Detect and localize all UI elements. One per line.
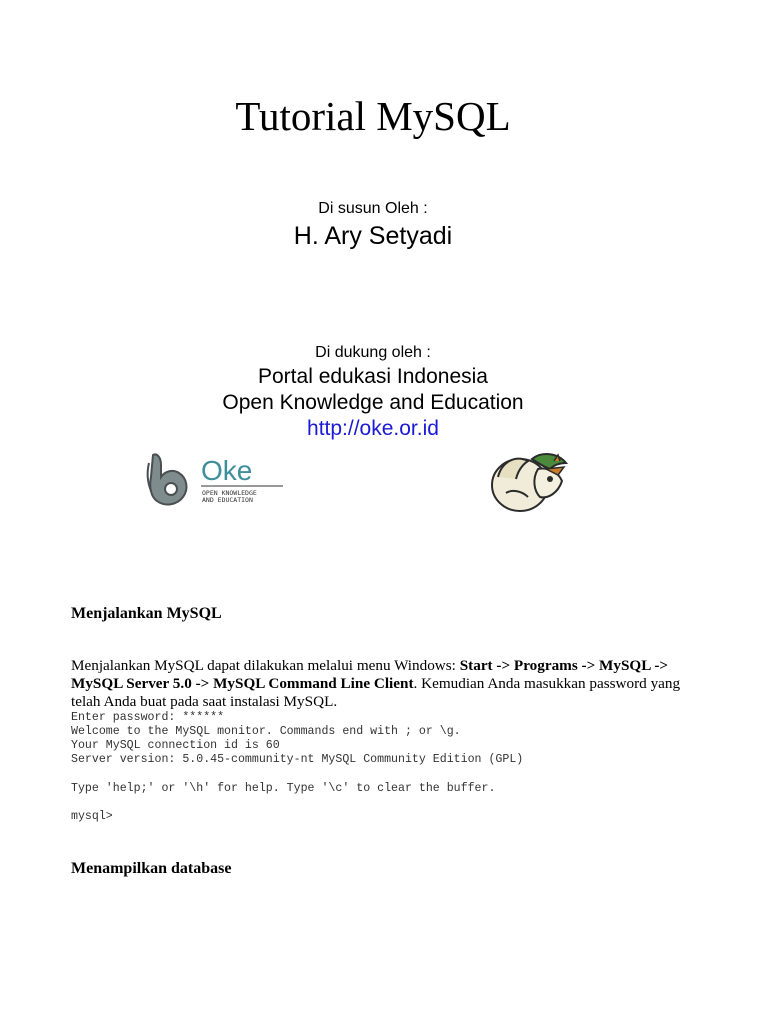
oke-logo-subtitle-2: AND EDUCATION <box>202 496 253 504</box>
support-label: Di dukung oleh : <box>315 344 431 361</box>
oke-logo-text: Oke <box>201 455 253 486</box>
console-prompt: mysql> <box>71 810 113 823</box>
author-name: H. Ary Setyadi <box>293 222 453 250</box>
oke-logo <box>143 447 300 511</box>
page-title: Tutorial MySQL <box>235 93 511 139</box>
section-heading-menjalankan: Menjalankan MySQL <box>71 605 222 622</box>
dolphin-mascot-icon <box>488 447 572 515</box>
paragraph-menu-path: Start -> Programs -> MySQL -> MySQL Server 5.0 -> MySQL Command Line Client <box>71 657 669 692</box>
console-line: Server version: 5.0.45-community-nt MySQL Community Edition (GPL) <box>71 753 524 766</box>
paragraph-text-2: . Kemudian Anda masukkan password yang telah Anda buat pada saat instalasi MySQL. <box>71 675 681 710</box>
section-paragraph <box>71 657 681 711</box>
console-line: Your MySQL connection id is 60 <box>71 739 280 752</box>
console-line: Welcome to the MySQL monitor. Commands end with ; or \g. <box>71 725 461 738</box>
oke-logo-subtitle-1: OPEN KNOWLEDGE <box>202 489 257 497</box>
org-name-line2: Open Knowledge and Education <box>222 391 524 414</box>
org-name-line1: Portal edukasi Indonesia <box>258 365 488 388</box>
console-line: Enter password: ****** <box>71 711 225 724</box>
org-url-link[interactable]: http://oke.or.id <box>307 417 439 440</box>
section-heading-menampilkan: Menampilkan database <box>71 860 232 877</box>
console-line: Type 'help;' or '\h' for help. Type '\c' to clear the buffer. <box>71 782 496 795</box>
author-label: Di susun Oleh : <box>318 200 428 217</box>
paragraph-text-1: Menjalankan MySQL dapat dilakukan melalui menu Windows: <box>71 657 460 674</box>
